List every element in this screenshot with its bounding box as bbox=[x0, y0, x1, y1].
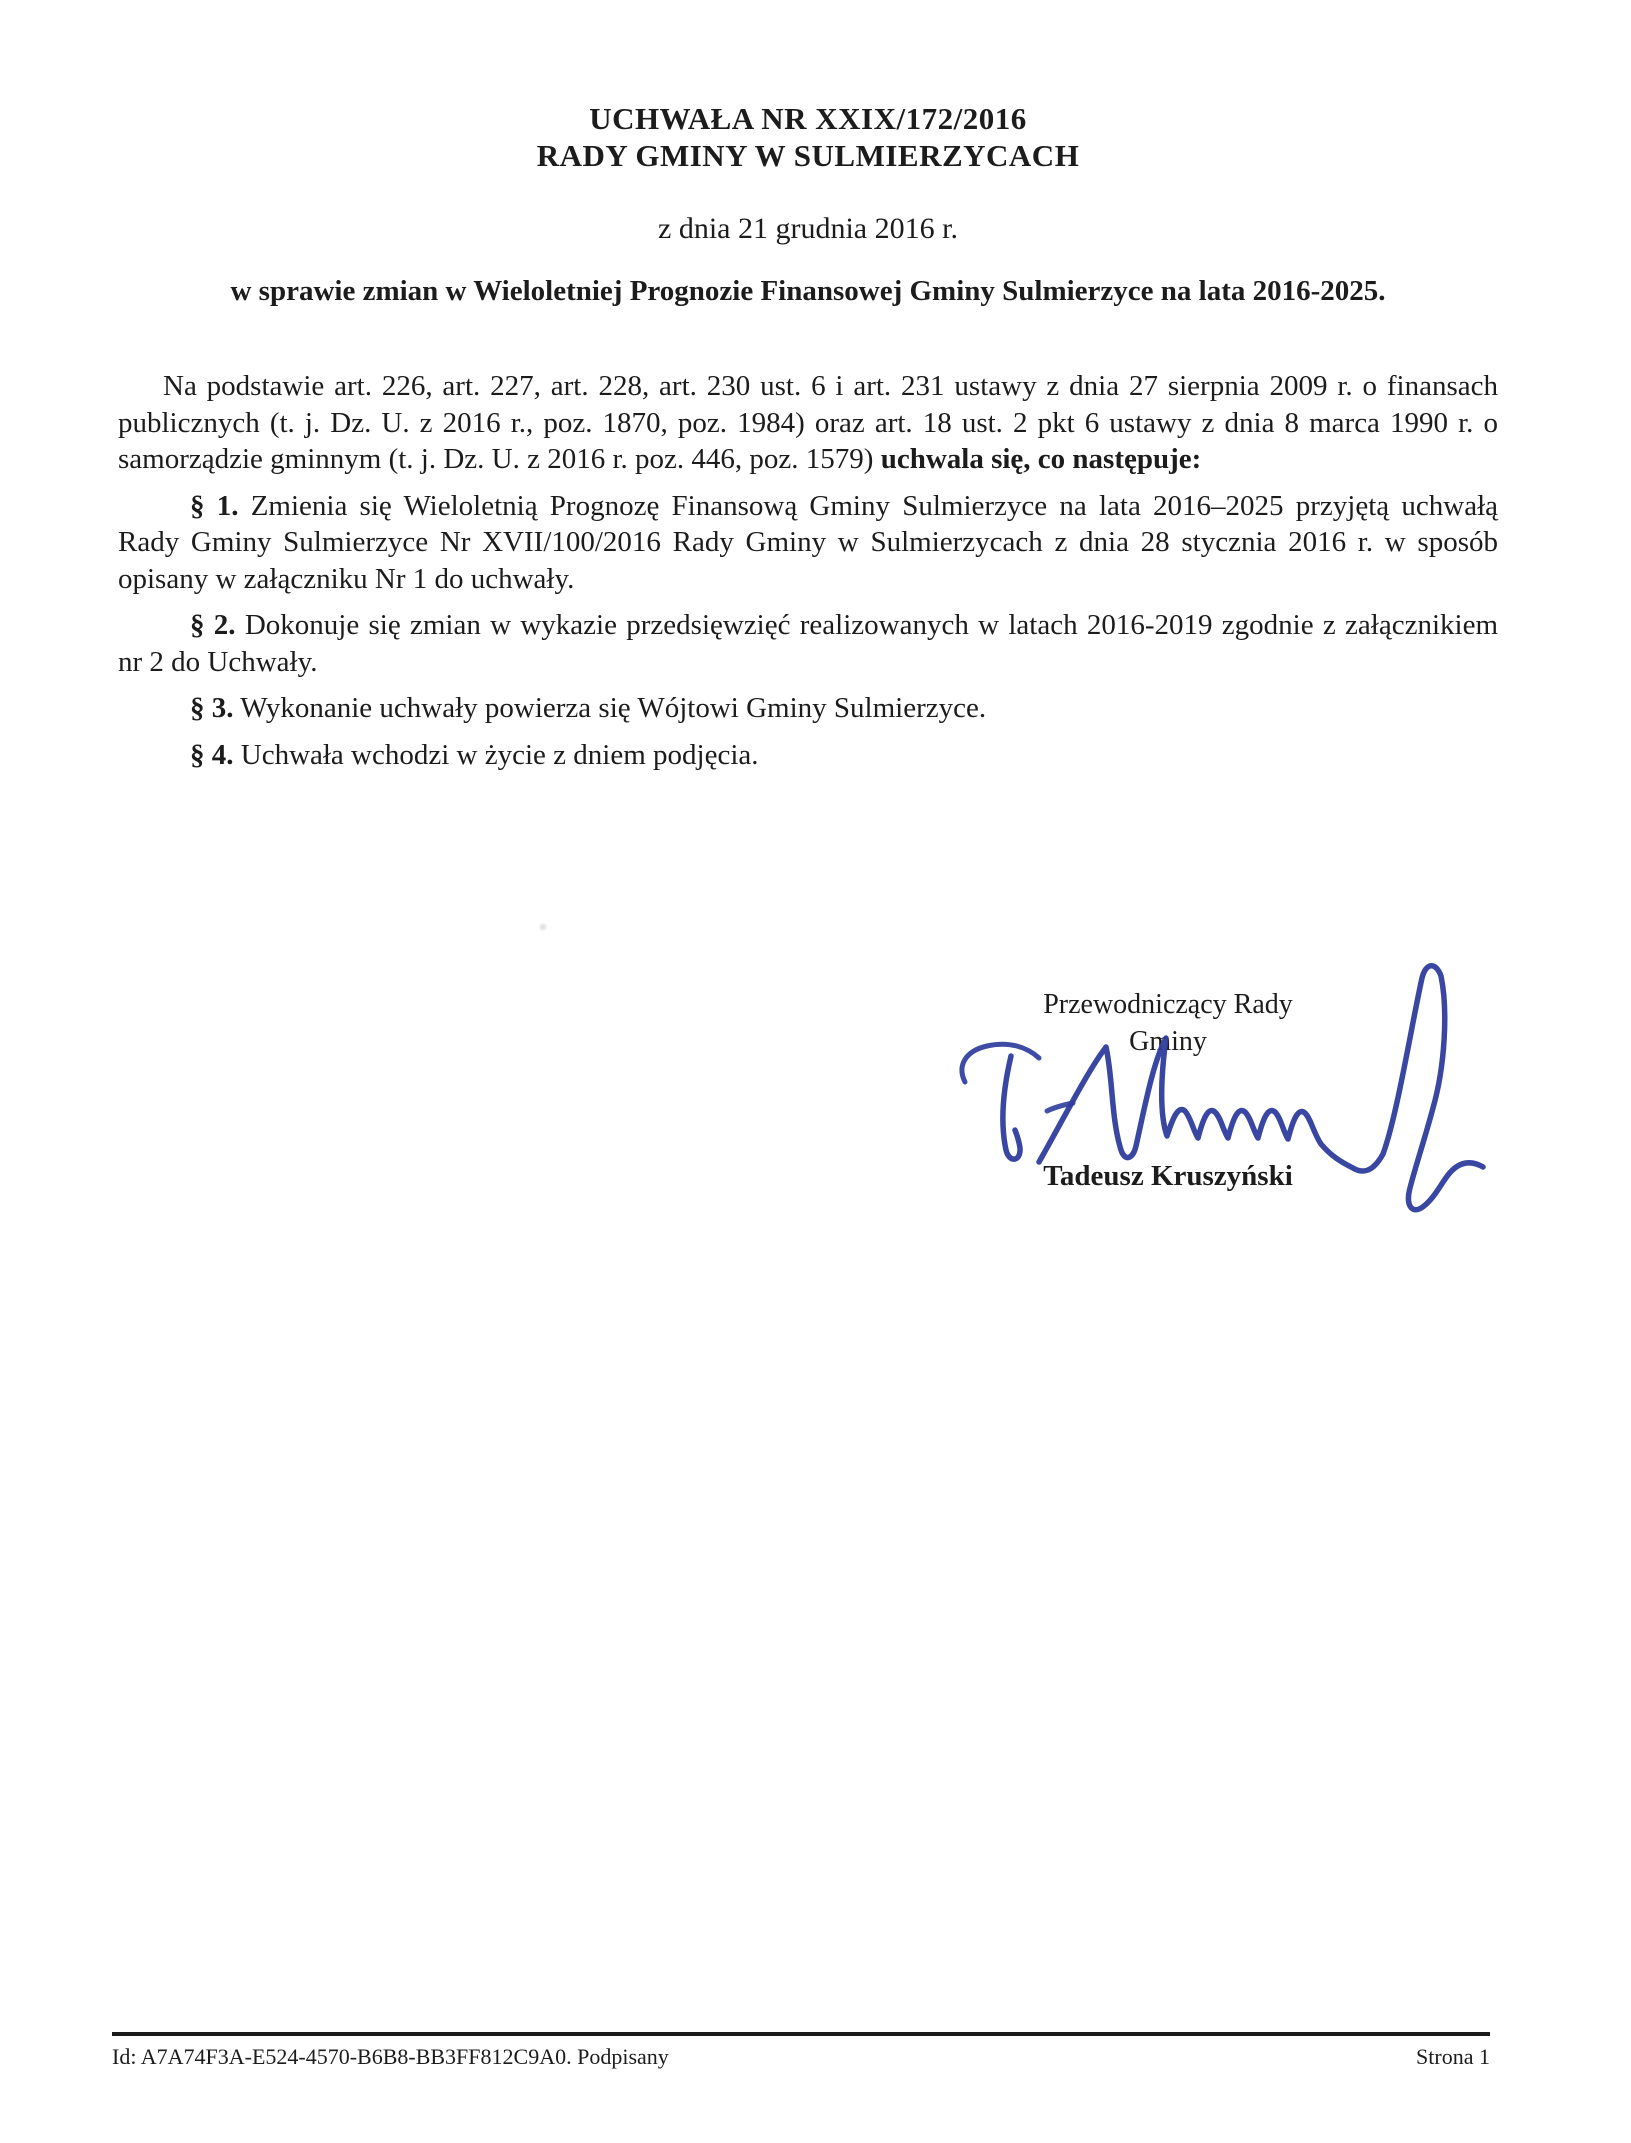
section-2-text: Dokonuje się zmian w wykazie przedsięwzięć realizowanych w latach 2016-2019 zgodnie z załącznikiem nr 2 do Uchwały. bbox=[118, 609, 1499, 678]
section-3-text: Wykonanie uchwały powierza się Wójtowi Gminy Sulmierzyce. bbox=[233, 692, 987, 724]
legal-basis-paragraph bbox=[118, 368, 1498, 478]
section-3-marker: § 3. bbox=[190, 692, 234, 724]
document-body bbox=[118, 368, 1498, 773]
resolution-number: UCHWAŁA NR XXIX/172/2016 bbox=[589, 101, 1027, 136]
signature-block bbox=[1008, 986, 1328, 1195]
footer-row bbox=[112, 2044, 1490, 2070]
signatory-role-line1: Przewodniczący Rady bbox=[1043, 989, 1293, 1020]
footer-document-id: Id: A7A74F3A-E524-4570-B6B8-BB3FF812C9A0. Podpisany bbox=[112, 2044, 669, 2069]
section-4-text: Uchwała wchodzi w życie z dniem podjęcia. bbox=[233, 738, 759, 771]
signatory-name: Tadeusz Kruszyński bbox=[1043, 1160, 1293, 1192]
section-paragraph-2 bbox=[118, 607, 1498, 680]
section-paragraph-4 bbox=[118, 737, 1498, 774]
subject-line: w sprawie zmian w Wieloletniej Prognozie Finansowej Gminy Sulmierzyce na lata 2016-2025. bbox=[230, 275, 1386, 307]
enactment-clause: uchwala się, co następuje: bbox=[880, 443, 1202, 475]
section-1-marker: § 1. bbox=[190, 489, 239, 522]
legal-basis-text: Na podstawie art. 226, art. 227, art. 228, art. 230 ust. 6 i art. 231 ustawy z dnia 27 sierpnia 2009 r. o finansach publicznych (t. j. Dz. U. z 2016 r., poz. 1870, poz. 1984) oraz art. 18 ust. 2 pkt 6 ustawy z dnia 8 marca 1990 r. o samorządzie gminnym (t. j. Dz. U. z 2016 r. poz. 446, poz. 1579) bbox=[118, 370, 1498, 475]
resolution-date: z dnia 21 grudnia 2016 r. bbox=[658, 212, 958, 245]
scan-artifact-dot bbox=[538, 922, 548, 932]
document-content bbox=[0, 0, 1631, 773]
section-4-marker: § 4. bbox=[190, 738, 234, 771]
page-footer bbox=[112, 2032, 1490, 2070]
section-paragraph-1 bbox=[118, 488, 1498, 598]
section-paragraph-3 bbox=[118, 690, 1498, 727]
document-title bbox=[118, 100, 1498, 174]
footer-divider bbox=[112, 2032, 1490, 2036]
signatory-role bbox=[1008, 986, 1328, 1060]
section-1-text: Zmienia się Wieloletnią Prognozę Finansową Gminy Sulmierzyce na lata 2016–2025 przyjętą uchwałą Rady Gminy Sulmierzyce Nr XVII/100/2016 Rady Gminy w Sulmierzycach z dnia 28 stycznia 2016 r. w sposób opisany w załączniku Nr 1 do uchwały. bbox=[118, 489, 1498, 595]
footer-page-number: Strona 1 bbox=[1416, 2044, 1490, 2069]
council-name: RADY GMINY W SULMIERZYCACH bbox=[536, 138, 1080, 173]
document-header bbox=[118, 0, 1498, 310]
section-2-marker: § 2. bbox=[190, 609, 236, 641]
signatory-role-line2: Gminy bbox=[1129, 1026, 1207, 1057]
